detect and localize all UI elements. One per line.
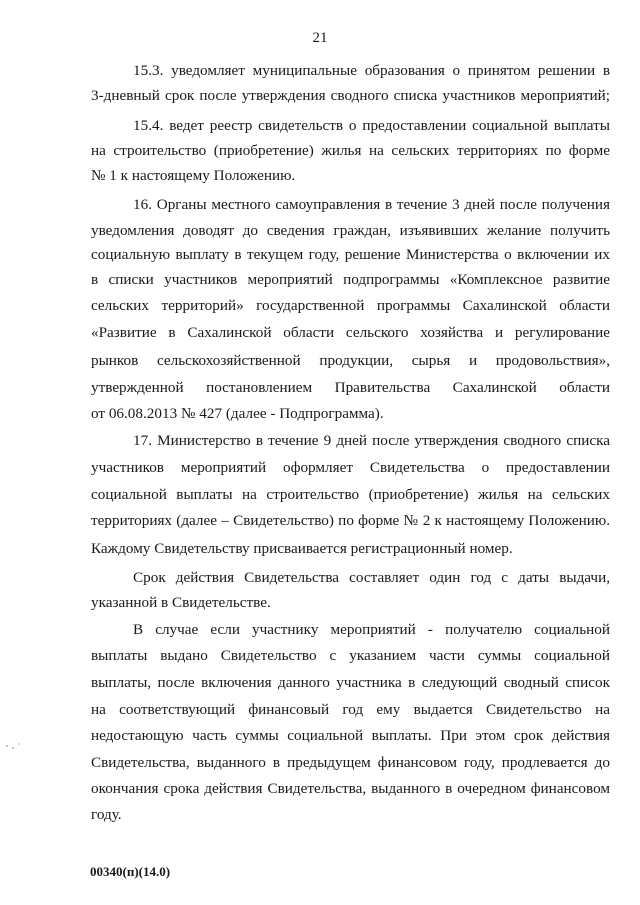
text-line: указанной в Свидетельстве. [91,594,271,611]
text-line: от 06.08.2013 № 427 (далее - Подпрограмма). [91,405,384,422]
text-line: территориях (далее – Свидетельство) по форме № 2 к настоящему Положению. [91,512,610,529]
text-line: выплаты выдано Свидетельство с указанием части суммы социальной [91,647,610,664]
scan-speck-marks [4,740,24,760]
text-line: в списки участников мероприятий подпрограммы «Комплексное развитие [91,271,610,288]
text-line: окончания срока действия Свидетельства, выданного в очередном финансовом [91,780,610,797]
text-line: рынков сельскохозяйственной продукции, сырья и продовольствия», [91,352,610,369]
text-line: году. [91,806,122,823]
text-line: на строительство (приобретение) жилья на сельских территориях по форме [91,142,610,159]
text-line: сельских территорий» государственной программы Сахалинской области [91,297,610,314]
text-line: Срок действия Свидетельства составляет один год с даты выдачи, [133,569,610,586]
text-line: социальной выплаты на строительство (приобретение) жилья на сельских [91,486,610,503]
text-line: участников мероприятий оформляет Свидетельства о предоставлении [91,459,610,476]
text-line: Каждому Свидетельству присваивается регистрационный номер. [91,540,513,557]
page-number: 21 [312,30,328,46]
text-line: № 1 к настоящему Положению. [91,167,296,184]
text-line: выплаты, после включения данного участника в следующий сводный список [91,674,610,691]
text-line: 17. Министерство в течение 9 дней после утверждения сводного списка [133,432,610,449]
text-line: 15.3. уведомляет муниципальные образования о принятом решении в [133,62,610,79]
text-line: 3-дневный срок после утверждения сводного списка участников мероприятий; [91,87,610,104]
text-line: В случае если участнику мероприятий - получателю социальной [133,621,610,638]
text-line: 16. Органы местного самоуправления в течение 3 дней после получения [133,196,610,213]
text-line: «Развитие в Сахалинской области сельского хозяйства и регулирование [91,324,610,341]
text-line: на соответствующий финансовый год ему выдается Свидетельство на [91,701,610,718]
text-line: недостающую часть суммы социальной выплаты. При этом срок действия [91,727,610,744]
footer-document-code: 00340(п)(14.0) [90,864,171,879]
text-line: Свидетельства, выданного в предыдущем финансовом году, продлевается до [91,754,610,771]
text-line: 15.4. ведет реестр свидетельств о предоставлении социальной выплаты [133,117,610,134]
text-line: утвержденной постановлением Правительства Сахалинской области [91,379,610,396]
text-line: социальную выплату в текущем году, решение Министерства о включении их [91,246,610,263]
text-line: уведомления доводят до сведения граждан, изъявивших желание получить [91,222,610,239]
